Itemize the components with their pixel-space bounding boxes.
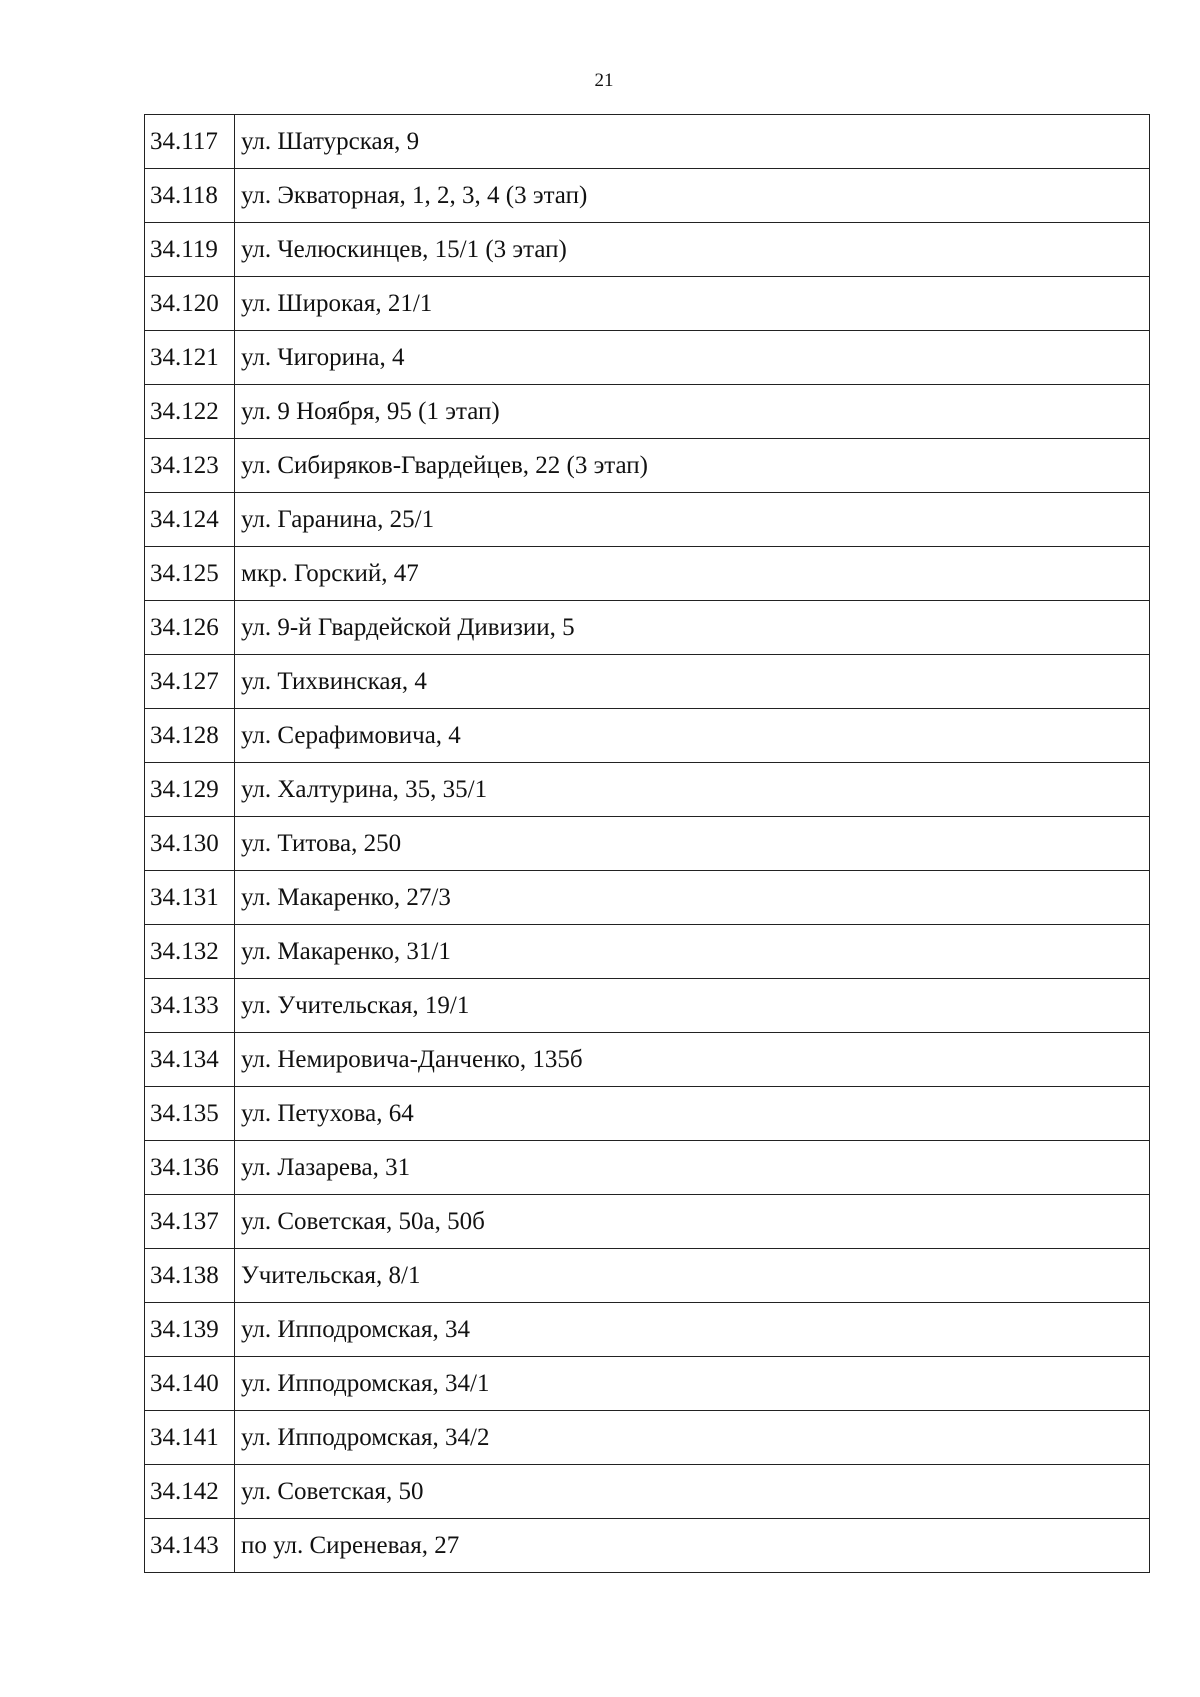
- row-number: 34.142: [145, 1465, 235, 1519]
- table-row: [145, 871, 1150, 925]
- table-row: [145, 331, 1150, 385]
- row-number: 34.141: [145, 1411, 235, 1465]
- row-number: 34.140: [145, 1357, 235, 1411]
- row-address: ул. Советская, 50: [235, 1465, 1150, 1519]
- row-address: ул. Сибиряков-Гвардейцев, 22 (3 этап): [235, 439, 1150, 493]
- row-address: ул. Чигорина, 4: [235, 331, 1150, 385]
- page-number: 21: [594, 70, 614, 91]
- row-address: ул. Советская, 50а, 50б: [235, 1195, 1150, 1249]
- row-number: 34.138: [145, 1249, 235, 1303]
- table-row: [145, 763, 1150, 817]
- table-row: [145, 817, 1150, 871]
- row-address: ул. Челюскинцев, 15/1 (3 этап): [235, 223, 1150, 277]
- table-row: [145, 979, 1150, 1033]
- table-row: [145, 655, 1150, 709]
- table-row: [145, 1357, 1150, 1411]
- row-address: ул. Гаранина, 25/1: [235, 493, 1150, 547]
- table-row: [145, 385, 1150, 439]
- table-row: [145, 1249, 1150, 1303]
- row-number: 34.132: [145, 925, 235, 979]
- row-address: ул. Экваторная, 1, 2, 3, 4 (3 этап): [235, 169, 1150, 223]
- row-address: ул. Лазарева, 31: [235, 1141, 1150, 1195]
- row-address: Учительская, 8/1: [235, 1249, 1150, 1303]
- address-table-body: [145, 115, 1150, 1573]
- table-row: [145, 1141, 1150, 1195]
- table-row: [145, 601, 1150, 655]
- table-row: [145, 925, 1150, 979]
- table-row: [145, 115, 1150, 169]
- row-number: 34.130: [145, 817, 235, 871]
- row-number: 34.120: [145, 277, 235, 331]
- row-address: ул. Титова, 250: [235, 817, 1150, 871]
- row-number: 34.133: [145, 979, 235, 1033]
- row-number: 34.129: [145, 763, 235, 817]
- row-number: 34.121: [145, 331, 235, 385]
- row-address: ул. Ипподромская, 34: [235, 1303, 1150, 1357]
- table-row: [145, 277, 1150, 331]
- row-number: 34.134: [145, 1033, 235, 1087]
- row-address: ул. Петухова, 64: [235, 1087, 1150, 1141]
- table-row: [145, 1303, 1150, 1357]
- row-address: ул. Халтурина, 35, 35/1: [235, 763, 1150, 817]
- table-row: [145, 223, 1150, 277]
- row-address: ул. Ипподромская, 34/1: [235, 1357, 1150, 1411]
- row-number: 34.125: [145, 547, 235, 601]
- row-number: 34.136: [145, 1141, 235, 1195]
- row-number: 34.143: [145, 1519, 235, 1573]
- row-number: 34.123: [145, 439, 235, 493]
- row-number: 34.126: [145, 601, 235, 655]
- row-number: 34.127: [145, 655, 235, 709]
- table-row: [145, 547, 1150, 601]
- row-address: мкр. Горский, 47: [235, 547, 1150, 601]
- row-number: 34.128: [145, 709, 235, 763]
- row-address: по ул. Сиреневая, 27: [235, 1519, 1150, 1573]
- table-row: [145, 493, 1150, 547]
- table-row: [145, 1519, 1150, 1573]
- row-address: ул. Немировича-Данченко, 135б: [235, 1033, 1150, 1087]
- row-address: ул. Серафимовича, 4: [235, 709, 1150, 763]
- table-row: [145, 1195, 1150, 1249]
- row-number: 34.137: [145, 1195, 235, 1249]
- row-number: 34.117: [145, 115, 235, 169]
- row-address: ул. 9-й Гвардейской Дивизии, 5: [235, 601, 1150, 655]
- table-row: [145, 169, 1150, 223]
- row-number: 34.119: [145, 223, 235, 277]
- row-address: ул. Шатурская, 9: [235, 115, 1150, 169]
- table-row: [145, 439, 1150, 493]
- table-row: [145, 1411, 1150, 1465]
- row-address: ул. Тихвинская, 4: [235, 655, 1150, 709]
- table-row: [145, 1465, 1150, 1519]
- row-number: 34.135: [145, 1087, 235, 1141]
- row-number: 34.139: [145, 1303, 235, 1357]
- row-address: ул. Макаренко, 31/1: [235, 925, 1150, 979]
- table-row: [145, 1087, 1150, 1141]
- address-table: [144, 114, 1150, 1573]
- table-row: [145, 709, 1150, 763]
- row-number: 34.118: [145, 169, 235, 223]
- table-row: [145, 1033, 1150, 1087]
- row-address: ул. 9 Ноября, 95 (1 этап): [235, 385, 1150, 439]
- row-address: ул. Ипподромская, 34/2: [235, 1411, 1150, 1465]
- row-address: ул. Макаренко, 27/3: [235, 871, 1150, 925]
- row-address: ул. Учительская, 19/1: [235, 979, 1150, 1033]
- row-number: 34.131: [145, 871, 235, 925]
- row-address: ул. Широкая, 21/1: [235, 277, 1150, 331]
- row-number: 34.124: [145, 493, 235, 547]
- row-number: 34.122: [145, 385, 235, 439]
